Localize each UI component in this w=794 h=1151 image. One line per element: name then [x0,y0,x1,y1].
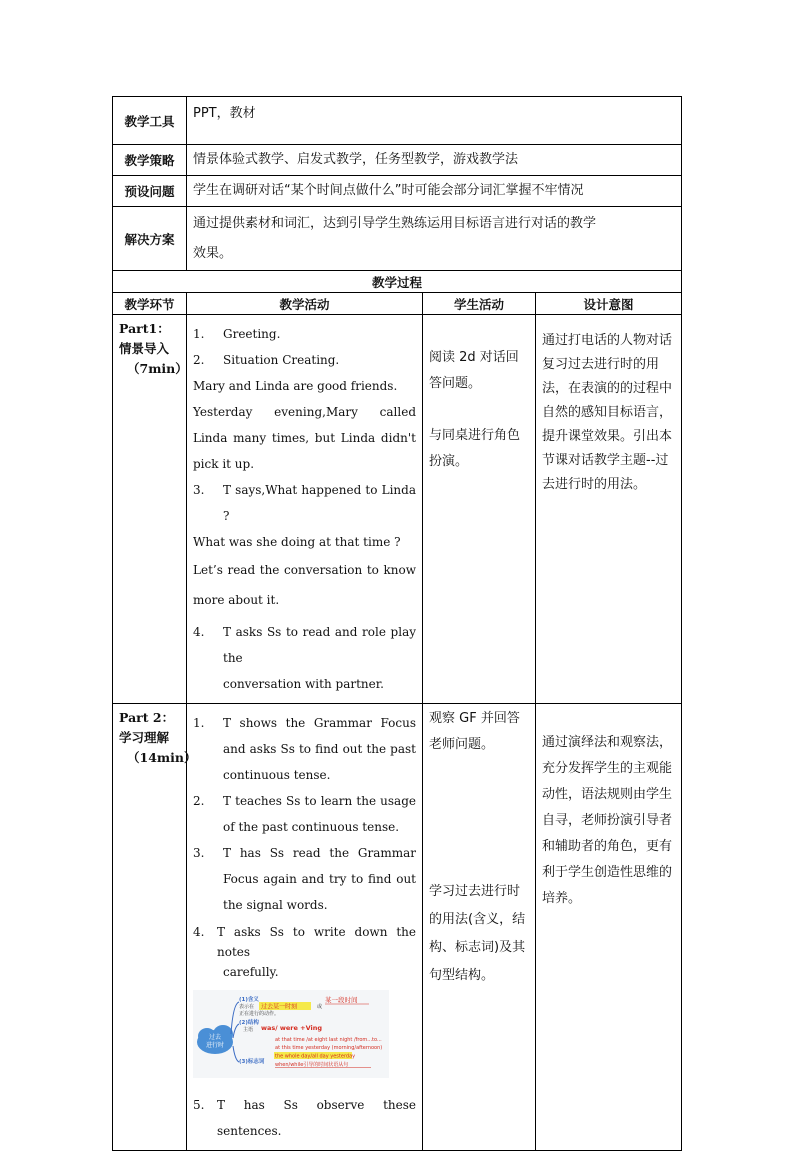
part1-activities [187,315,423,704]
part2-step-3: 3. T has Ss read the Grammar Focus again and try to find out the signal words. [193,846,416,912]
col-header-student: 学生活动 [423,293,536,315]
mindmap-signal-word-1: at that time /at eight last night /from...to... [275,1037,382,1043]
part2-step-1: 1. T shows the Grammar Focus and asks Ss to find out the past continuous tense. [193,716,416,782]
part1-step-2: 2. Situation Creating. [193,353,340,367]
process-title-row [113,271,682,293]
part1-time: （7min） [127,361,188,376]
part1-step-1: 1. Greeting. [193,327,281,341]
mindmap-branch1-label: (1)含义 [239,997,259,1003]
mindmap-signal-word-2: at this time yesterday (morning/afternoon) [275,1045,383,1051]
mindmap-signal-word-4: when/while引导的时间状语从句 [275,1062,349,1068]
lesson-plan-table [112,96,682,1151]
part2-student-1: 观察 GF 并回答老师问题。 [429,711,520,752]
mindmap-signal-word-3: the whole day/all day yesterday [275,1053,356,1060]
part1-subtitle: 情景导入 [119,341,170,356]
mindmap-branch1-or: 或 [317,1004,323,1010]
part1-para-3: What was she doing at that time ? [193,535,401,549]
mindmap-branch1-hl2: 某一段时间 [325,996,358,1004]
col-header-stage: 教学环节 [113,293,187,315]
row-label: 解决方案 [113,207,187,271]
mindmap-branch1-sub1: 表示在 [239,1004,255,1010]
part1-design: 通过打电话的人物对话复习过去进行时的用法，在表演的的过程中自然的感知目标语言，提升课堂效果。引出本节课对话教学主题--过去进行时的用法。 [536,315,682,704]
mindmap-branch3-label: (3)标志词 [239,1059,265,1065]
part2-student-2: 学习过去进行时的用法(含义，结构、标志词)及其句型结构。 [429,884,526,983]
part2-step-2: 2. T teaches Ss to learn the usage of the past continuous tense. [193,794,416,834]
part1-para-2: Yesterday evening,Mary called Linda many times, but Linda didn't pick it up. [193,405,416,471]
mindmap-cloud [197,1025,233,1054]
part1-para-1: Mary and Linda are good friends. [193,379,398,393]
mindmap-branch1-sub2: 正在进行的动作。 [239,1011,280,1017]
row-label: 教学策略 [113,145,187,176]
part1-step-4: 4. T asks Ss to read and role play the [193,625,416,665]
part1-student-2: 与同桌进行角色扮演。 [429,428,521,469]
col-header-activity: 教学活动 [187,293,423,315]
past-continuous-mindmap [193,990,389,1078]
part1-step-4-cont: conversation with partner. [223,677,384,691]
part2-subtitle: 学习理解 [119,730,170,745]
part1-row [113,315,682,704]
row-label: 教学工具 [113,97,187,145]
mindmap-branch2-label: (2)结构 [239,1020,259,1026]
part2-step-4: 4. T asks Ss to write down the notes [193,925,416,959]
row-label: 预设问题 [113,176,187,207]
info-row-strategy [113,145,682,176]
part2-design: 通过演绎法和观察法，充分发挥学生的主观能动性，语法规则由学生自寻，老师扮演引导者和辅助者的角色，更有利于学生创造性思维的培养。 [536,704,682,1151]
mindmap-branch1-hl: 过去某一时刻 [261,1003,298,1011]
info-row-solution [113,207,682,271]
row-value: 学生在调研对话“某个时间点做什么”时可能会部分词汇掌握不牢情况 [187,176,682,207]
row-value [187,207,682,271]
row-value: 情景体验式教学、启发式教学，任务型教学，游戏教学法 [187,145,682,176]
part2-step-4-cont: carefully. [223,965,279,979]
part2-stage [113,704,197,1151]
row-value: PPT，教材 [187,97,682,145]
solution-line-1: 通过提供素材和词汇，达到引导学生熟练运用目标语言进行对话的教学 [193,215,597,231]
part2-activities [187,704,423,1151]
mindmap-center-line2: 进行时 [205,1042,225,1049]
part1-student [423,315,536,704]
column-header-row [113,293,682,315]
part1-stage [113,315,187,704]
mindmap-branch2-formula: was/ were +Ving [261,1024,323,1032]
mindmap-center-line1: 过去 [208,1034,222,1041]
part2-time: （14min） [127,750,197,765]
col-header-design: 设计意图 [536,293,682,315]
info-row-problems [113,176,682,207]
process-title: 教学过程 [113,271,682,293]
part2-student [423,704,536,1151]
info-row-tools [113,97,682,145]
part1-step-3: 3. T says,What happened to Linda ? [193,483,416,523]
solution-line-2: 效果。 [193,245,233,261]
part1-student-1: 阅读 2d 对话回答问题。 [429,350,519,391]
part2-step-5: 5. T has Ss observe these sentences. [193,1098,416,1138]
part2-title: Part 2： [119,710,175,725]
part1-para-4: Let’s read the conversation to know more about it. [193,563,416,607]
part2-row [113,704,682,1151]
mindmap-branch2-sub: 主语 [243,1027,254,1033]
part1-title: Part1： [119,321,170,336]
